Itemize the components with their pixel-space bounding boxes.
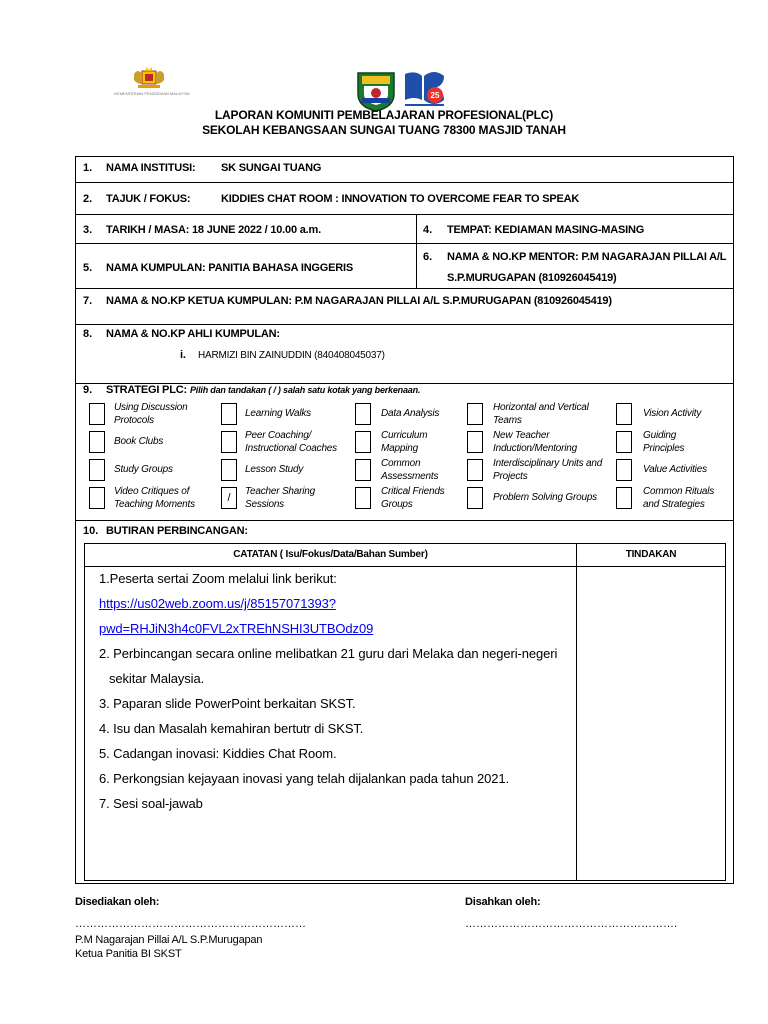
- strategy-label-line1: Peer Coaching/: [245, 430, 312, 441]
- strategy-option-label: Value Activities: [643, 464, 707, 475]
- strategy-option-label: Book Clubs: [114, 436, 164, 447]
- row-8-number: 8.: [83, 328, 93, 340]
- strategy-option-label: [245, 486, 315, 511]
- approved-signature-line: ………………………………………………….: [465, 918, 678, 930]
- strategy-checkbox[interactable]: [467, 431, 483, 453]
- strategy-option-label: Vision Activity: [643, 408, 702, 419]
- strategy-option-label: [493, 402, 589, 427]
- row-7-number: 7.: [83, 295, 93, 307]
- row-6-number: 6.: [423, 251, 433, 263]
- row-divider: [76, 288, 733, 289]
- discussion-line: 5. Cadangan inovasi: Kiddies Chat Room.: [99, 746, 337, 761]
- strategy-option-label: [381, 430, 427, 455]
- strategy-label-line2: Groups: [381, 499, 413, 510]
- report-title: LAPORAN KOMUNITI PEMBELAJARAN PROFESIONAL(PLC): [214, 108, 554, 122]
- school-address-title: SEKOLAH KEBANGSAAN SUNGAI TUANG 78300 MASJID TANAH: [202, 123, 566, 137]
- row-divider: [76, 214, 733, 215]
- strategy-option-label: [114, 402, 188, 427]
- strategy-option-label: [643, 430, 684, 455]
- strategy-checkbox[interactable]: [616, 459, 632, 481]
- row-divider: [76, 520, 733, 521]
- strategy-option-label: [493, 430, 577, 455]
- discussion-line: 3. Paparan slide PowerPoint berkaitan SKST.: [99, 696, 356, 711]
- strategy-label-line2: Sessions: [245, 499, 284, 510]
- strategy-label-line2: Principles: [643, 443, 685, 454]
- prepared-by-label: Disediakan oleh:: [75, 896, 160, 908]
- preparer-name: P.M Nagarajan Pillai A/L S.P.Murugapan: [75, 934, 263, 946]
- approved-by-label: Disahkan oleh:: [465, 896, 541, 908]
- strategy-label-line2: Teams: [493, 415, 522, 426]
- strategy-label-line1: Using Discussion: [114, 402, 188, 413]
- strategy-label-line1: Common Rituals: [643, 486, 715, 497]
- report-form: [75, 156, 734, 884]
- strategy-label-line1: Curriculum: [381, 430, 428, 441]
- strategy-instruction: Pilih dan tandakan ( / ) salah satu kotak yang berkenaan.: [190, 385, 421, 395]
- table-column-divider: [576, 544, 577, 880]
- column-divider: [416, 214, 417, 288]
- strategy-label-line2: Projects: [493, 471, 528, 482]
- strategy-option-label: [493, 458, 602, 483]
- strategy-checkbox[interactable]: [89, 459, 105, 481]
- strategy-label-line2: Induction/Mentoring: [493, 443, 578, 454]
- strategy-option-label: [245, 430, 337, 455]
- strategy-checkbox[interactable]: [355, 431, 371, 453]
- group-name-field: NAMA KUMPULAN: PANITIA BAHASA INGGERIS: [106, 262, 354, 274]
- strategy-option-label: Problem Solving Groups: [493, 492, 597, 503]
- strategy-label-line2: Assessments: [381, 471, 439, 482]
- row-2-number: 2.: [83, 193, 93, 205]
- row-divider: [76, 324, 733, 325]
- anniversary-25-logo: [402, 70, 446, 110]
- strategy-checkbox[interactable]: [221, 431, 237, 453]
- strategy-checkbox[interactable]: [221, 403, 237, 425]
- zoom-link[interactable]: https://us02web.zoom.us/j/85157071393?: [99, 596, 336, 611]
- strategy-checkbox[interactable]: [89, 431, 105, 453]
- strategy-checkbox[interactable]: [89, 403, 105, 425]
- member-index: i.: [180, 349, 186, 361]
- strategy-label-line2: Mapping: [381, 443, 418, 454]
- strategy-option-label: Learning Walks: [245, 408, 311, 419]
- strategy-label-line1: Teacher Sharing: [245, 486, 316, 497]
- strategy-label-line2: Protocols: [114, 415, 154, 426]
- strategy-label-line1: Common: [381, 458, 421, 469]
- strategy-label-line1: Horizontal and Vertical: [493, 402, 589, 413]
- coat-of-arms-icon: [126, 66, 172, 90]
- row-divider: [76, 182, 733, 183]
- discussion-line: 7. Sesi soal-jawab: [99, 796, 203, 811]
- members-label: NAMA & NO.KP AHLI KUMPULAN:: [106, 328, 280, 340]
- strategy-label-line1: Video Critiques of: [114, 486, 190, 497]
- strategy-checkbox[interactable]: [467, 487, 483, 509]
- mentor-field-line1: NAMA & NO.KP MENTOR: P.M NAGARAJAN PILLAI A/L: [447, 251, 727, 263]
- strategy-label-line2: Instructional Coaches: [245, 443, 337, 454]
- strategy-checkbox[interactable]: [616, 487, 632, 509]
- discussion-line: sekitar Malaysia.: [109, 671, 205, 686]
- discussion-table: [84, 543, 726, 881]
- discussion-line: 2. Perbincangan secara online melibatkan 21 guru dari Melaka dan negeri-negeri: [99, 646, 558, 661]
- strategy-label-line1: Guiding: [643, 430, 677, 441]
- strategy-checkbox[interactable]: [616, 431, 632, 453]
- badge-25-text: 25: [430, 91, 440, 100]
- institution-label: NAMA INSTITUSI:: [106, 162, 196, 174]
- mentor-field-line2: S.P.MURUGAPAN (810926045419): [447, 272, 617, 284]
- ministry-crest-logo: [112, 66, 192, 100]
- strategy-label-line1: Interdisciplinary Units and: [493, 458, 603, 469]
- strategy-checkbox[interactable]: [355, 459, 371, 481]
- row-3-number: 3.: [83, 224, 93, 236]
- report-heading: [0, 108, 768, 138]
- row-9-number: 9.: [83, 384, 93, 396]
- preparer-role: Ketua Panitia BI SKST: [75, 948, 182, 960]
- row-1-number: 1.: [83, 162, 93, 174]
- row-divider: [76, 243, 733, 244]
- strategy-label: STRATEGI PLC:: [106, 384, 187, 396]
- strategy-checkbox[interactable]: /: [221, 487, 237, 509]
- prepared-signature-line: ………………………………………………………: [75, 918, 306, 930]
- discussion-line: 6. Perkongsian kejayaan inovasi yang telah dijalankan pada tahun 2021.: [99, 771, 510, 786]
- strategy-option-label: [381, 486, 444, 511]
- strategy-label-line1: New Teacher: [493, 430, 550, 441]
- strategy-checkbox[interactable]: [616, 403, 632, 425]
- zoom-link-password[interactable]: pwd=RHJiN3h4c0FVL2xTREhNSHI3UTBOdz09: [99, 621, 374, 636]
- notes-column-header: CATATAN ( Isu/Fokus/Data/Bahan Sumber): [233, 549, 428, 560]
- strategy-checkbox[interactable]: [221, 459, 237, 481]
- topic-label: TAJUK / FOKUS:: [106, 193, 191, 205]
- strategy-checkbox[interactable]: [467, 403, 483, 425]
- strategy-option-label: [114, 486, 195, 511]
- strategy-checkbox[interactable]: [355, 403, 371, 425]
- topic-value: KIDDIES CHAT ROOM : INNOVATION TO OVERCOME FEAR TO SPEAK: [221, 193, 580, 205]
- school-badge-logo: [354, 70, 398, 112]
- row-4-number: 4.: [423, 224, 433, 236]
- institution-value: SK SUNGAI TUANG: [221, 162, 322, 174]
- strategy-option-label: [643, 486, 714, 511]
- strategy-label-line2: and Strategies: [643, 499, 705, 510]
- strategy-checkbox[interactable]: [467, 459, 483, 481]
- strategy-option-label: [381, 458, 438, 483]
- strategy-label-line1: Critical Friends: [381, 486, 445, 497]
- row-5-number: 5.: [83, 262, 93, 274]
- discussion-line: 4. Isu dan Masalah kemahiran bertutr di SKST.: [99, 721, 364, 736]
- date-time-field: TARIKH / MASA: 18 JUNE 2022 / 10.00 a.m.: [106, 224, 321, 236]
- group-leader-field: NAMA & NO.KP KETUA KUMPULAN: P.M NAGARAJAN PILLAI A/L S.P.MURUGAPAN (810926045419): [106, 295, 612, 307]
- strategy-option-label: Data Analysis: [381, 408, 440, 419]
- strategy-option-label: Lesson Study: [245, 464, 304, 475]
- row-10-number: 10.: [83, 525, 99, 537]
- action-column-header: TINDAKAN: [625, 549, 677, 560]
- member-name: HARMIZI BIN ZAINUDDIN (840408045037): [198, 350, 385, 361]
- venue-field: TEMPAT: KEDIAMAN MASING-MASING: [447, 224, 645, 236]
- table-header-divider: [85, 566, 725, 567]
- crest-caption: KEMENTERIAN PENDIDIKAN MALAYSIA: [114, 91, 190, 96]
- strategy-option-label: Study Groups: [114, 464, 173, 475]
- strategy-label-line2: Teaching Moments: [114, 499, 195, 510]
- discussion-line: 1.Peserta sertai Zoom melalui link berikut:: [99, 571, 337, 586]
- strategy-checkbox[interactable]: [355, 487, 371, 509]
- discussion-label: BUTIRAN PERBINCANGAN:: [106, 525, 248, 537]
- strategy-checkbox[interactable]: [89, 487, 105, 509]
